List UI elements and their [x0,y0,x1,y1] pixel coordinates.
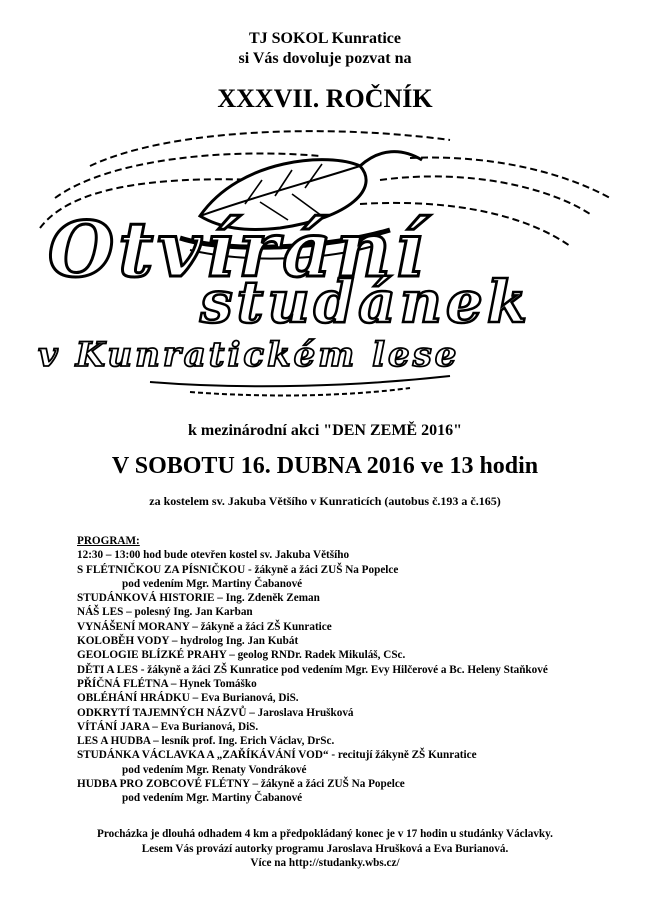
program-item: pod vedením Mgr. Martiny Čabanové [122,792,303,805]
invite-line: si Vás dovoluje pozvat na [238,50,412,67]
program-item: pod vedením Mgr. Martiny Čabanové [122,577,303,590]
footer-line-website: Více na http://studanky.wbs.cz/ [250,857,400,869]
title-line-1: Otvírání [48,205,428,294]
program-item: VYNÁŠENÍ MORANY – žákyně a žáci ZŠ Kunratice [77,620,332,633]
event-date: V SOBOTU 16. DUBNA 2016 ve 13 hodin [111,453,539,479]
underline-strokes [150,376,450,395]
title-line-2: studánek [200,268,532,336]
footer-line-distance: Procházka je dlouhá odhadem 4 km a předpokládaný konec je v 17 hodin u studánky Václavky. [97,828,553,840]
program-item: pod vedením Mgr. Renaty Vondrákové [122,763,307,776]
program-item: 12:30 – 13:00 hod bude otevřen kostel sv. Jakuba Většího [77,549,350,562]
title-illustration [30,118,620,398]
program-item: OBLÉHÁNÍ HRÁDKU – Eva Burianová, DiS. [77,692,299,705]
program-item: HUDBA PRO ZOBCOVÉ FLÉTNY – žákyně a žáci ZUŠ Na Popelce [77,778,405,791]
title-line-3: v Kunratickém lese [38,335,460,375]
program-item: NÁŠ LES – polesný Ing. Jan Karban [77,606,253,619]
program-item: GEOLOGIE BLÍZKÉ PRAHY – geolog RNDr. Radek Mikuláš, CSc. [77,649,406,662]
program-item: LES A HUDBA – lesník prof. Ing. Erich Václav, DrSc. [77,735,335,748]
program-item: VÍTÁNÍ JARA – Eva Burianová, DiS. [77,720,259,733]
program-heading: PROGRAM: [77,535,140,547]
program-item: DĚTI A LES - žákyně a žáci ZŠ Kunratice pod vedením Mgr. Evy Hilčerové a Bc. Heleny Staňkové [77,663,548,676]
program-item: STUDÁNKA VÁCLAVKA A „ZAŘÍKÁVÁNÍ VOD“ - recitují žákyně ZŠ Kunratice [77,749,477,762]
program-item: PŘÍČNÁ FLÉTNA – Hynek Tomáško [77,677,257,690]
program-item: S FLÉTNIČKOU ZA PÍSNIČKOU - žákyně a žáci ZUŠ Na Popelce [77,563,399,576]
footer-info [0,827,650,871]
footer-line-guides: Lesem Vás provází autorky programu Jaroslava Hrušková a Eva Burianová. [141,842,509,855]
organizer-name: TJ SOKOL Kunratice [248,30,401,47]
program-item: STUDÁNKOVÁ HISTORIE – Ing. Zdeněk Zeman [77,592,320,605]
edition-title: XXXVII. ROČNÍK [217,84,433,113]
occasion-line: k mezinárodní akci "DEN ZEMĚ 2016" [188,422,462,439]
event-location: za kostelem sv. Jakuba Většího v Kunraticích (autobus č.193 a č.165) [149,494,501,508]
program-item: ODKRYTÍ TAJEMNÝCH NÁZVŮ – Jaroslava Hrušková [77,706,354,719]
program-list [77,534,637,806]
program-item: KOLOBĚH VODY – hydrolog Ing. Jan Kubát [77,635,299,648]
